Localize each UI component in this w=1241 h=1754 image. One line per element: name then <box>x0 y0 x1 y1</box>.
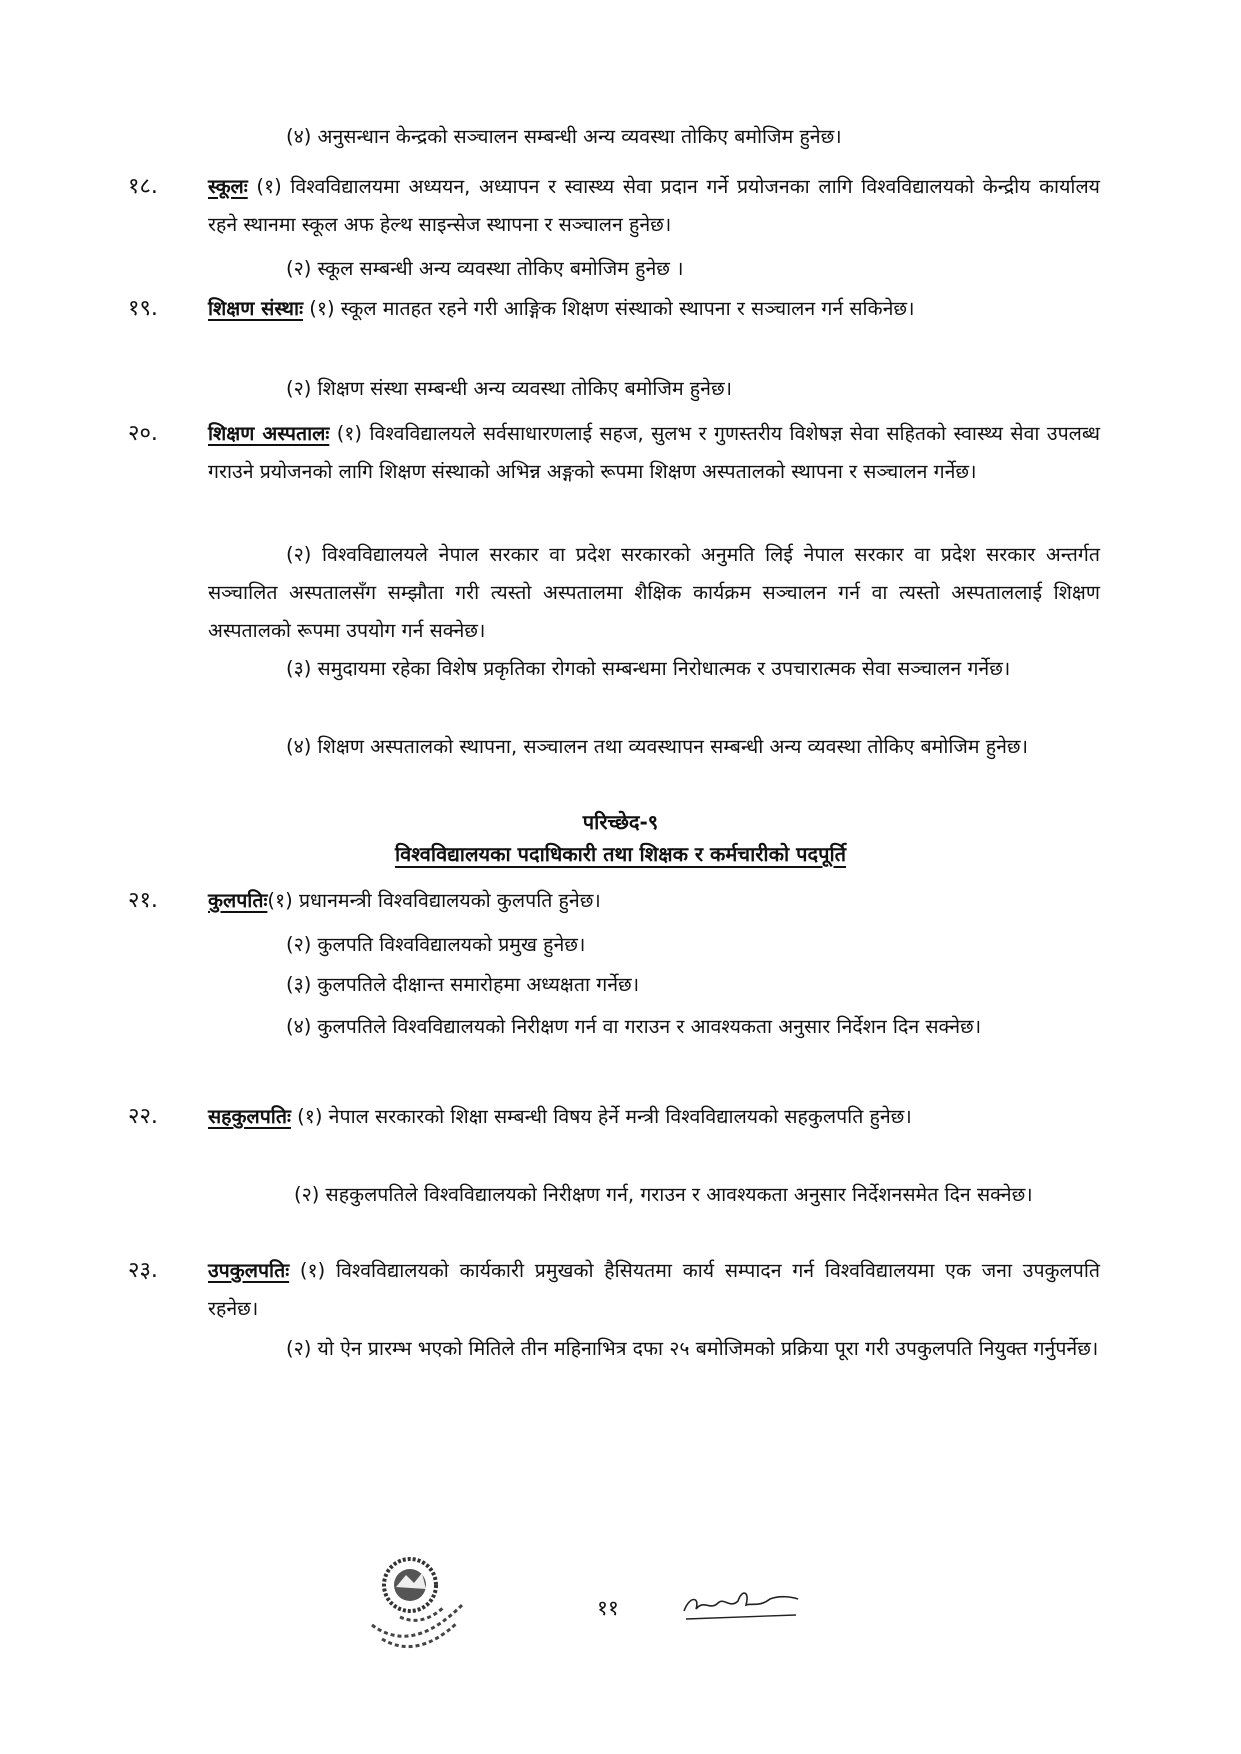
clause-17-4: (४) अनुसन्धान केन्द्रको सञ्चालन सम्बन्धी अन्य व्यवस्था तोकिए बमोजिम हुनेछ। <box>286 125 842 148</box>
section-heading: कुलपतिः <box>208 889 268 912</box>
chapter-title-wrap <box>0 840 1241 867</box>
clause-19-2: (२) शिक्षण संस्था सम्बन्धी अन्य व्यवस्था तोकिए बमोजिम हुनेछ। <box>286 377 733 400</box>
clause-21-4: (४) कुलपतिले विश्वविद्यालयको निरीक्षण गर्न वा गराउन र आवश्यकता अनुसार निर्देशन दिन सक्नेछ। <box>286 1015 982 1038</box>
section-text: (१) नेपाल सरकारको शिक्षा सम्बन्धी विषय हेर्ने मन्त्री विश्वविद्यालयको सहकुलपति हुनेछ। <box>290 1105 912 1128</box>
chapter-title: विश्वविद्यालयका पदाधिकारी तथा शिक्षक र कर्मचारीको पदपूर्ति <box>394 842 847 866</box>
section-heading: शिक्षण संस्थाः <box>208 297 304 320</box>
page-number: ११ <box>597 1596 619 1620</box>
section-heading: उपकुलपतिः <box>208 1259 290 1282</box>
section-number: २०. <box>128 421 158 446</box>
section-heading: स्कूलः <box>208 175 248 198</box>
section-18 <box>128 168 1100 244</box>
clause-20-4: (४) शिक्षण अस्पतालको स्थापना, सञ्चालन तथा व्यवस्थापन सम्बन्धी अन्य व्यवस्था तोकिए बमोजिम हुनेछ। <box>286 735 1028 758</box>
clause-18-2: (२) स्कूल सम्बन्धी अन्य व्यवस्था तोकिए बमोजिम हुनेछ । <box>286 257 684 280</box>
section-23 <box>128 1252 1100 1328</box>
clause-20-3: (३) समुदायमा रहेका विशेष प्रकृतिका रोगको सम्बन्धमा निरोधात्मक र उपचारात्मक सेवा सञ्चालन गर्नेछ। <box>286 657 1011 680</box>
clause-21-3: (३) कुलपतिले दीक्षान्त समारोहमा अध्यक्षता गर्नेछ। <box>286 973 640 996</box>
section-heading: शिक्षण अस्पतालः <box>208 422 330 445</box>
clause-21-2: (२) कुलपति विश्वविद्यालयको प्रमुख हुनेछ। <box>286 933 586 956</box>
section-text: (१) स्कूल मातहत रहने गरी आङ्गिक शिक्षण संस्थाको स्थापना र सञ्चालन गर्न सकिनेछ। <box>303 297 915 320</box>
section-number: १९. <box>128 296 158 321</box>
section-text: (१) विश्वविद्यालयमा अध्ययन, अध्यापन र स्वास्थ्य सेवा प्रदान गर्ने प्रयोजनका लागि विश्वविद्यालयको केन्द्रीय कार्यालय रहने स्थानमा स्कूल अफ हेल्थ साइन्सेज स्थापना र सञ्चालन हुनेछ। <box>208 175 1100 236</box>
section-number: २२. <box>128 1104 158 1129</box>
section-number: २१. <box>128 888 158 913</box>
clause-23-2: (२) यो ऐन प्रारम्भ भएको मितिले तीन महिनाभित्र दफा २५ बमोजिमको प्रक्रिया पूरा गरी उपकुलपति नियुक्त गर्नुपर्नेछ। <box>286 1337 1099 1360</box>
section-21 <box>128 882 1100 920</box>
clause-20-2: (२) विश्वविद्यालयले नेपाल सरकार वा प्रदेश सरकारको अनुमति लिई नेपाल सरकार वा प्रदेश सरकार अन्तर्गत सञ्चालित अस्पतालसँग सम्झौता गरी त्यस्तो अस्पतालमा शैक्षिक कार्यक्रम सञ्चालन गर्न वा त्यस्तो अस्पताललाई शिक्षण अस्पतालको रूपमा उपयोग गर्न सक्नेछ। <box>208 543 1100 642</box>
section-text: (१) प्रधानमन्त्री विश्वविद्यालयको कुलपति हुनेछ। <box>267 889 601 912</box>
section-19 <box>128 290 1100 328</box>
section-heading: सहकुलपतिः <box>208 1105 291 1128</box>
chapter-label: परिच्छेद-९ <box>582 810 659 834</box>
section-20 <box>128 415 1100 491</box>
official-seal-icon <box>362 1555 480 1665</box>
clause-22-2: (२) सहकुलपतिले विश्वविद्यालयको निरीक्षण गर्न, गराउन र आवश्यकता अनुसार निर्देशनसमेत दिन सक्नेछ। <box>294 1183 1033 1206</box>
section-22 <box>128 1098 1100 1136</box>
section-number: १८. <box>128 174 158 199</box>
section-text: (१) विश्वविद्यालयले सर्वसाधारणलाई सहज, सुलभ र गुणस्तरीय विशेषज्ञ सेवा सहितको स्वास्थ्य सेवा उपलब्ध गराउने प्रयोजनको लागि शिक्षण संस्थाको अभिन्न अङ्गको रूपमा शिक्षण अस्पतालको स्थापना र सञ्चालन गर्नेछ। <box>208 422 1100 483</box>
section-number: २३. <box>128 1258 158 1283</box>
signature-icon <box>680 1585 800 1625</box>
section-text: (१) विश्वविद्यालयको कार्यकारी प्रमुखको हैसियतमा कार्य सम्पादन गर्न विश्वविद्यालयमा एक जना उपकुलपति रहनेछ। <box>208 1259 1100 1320</box>
